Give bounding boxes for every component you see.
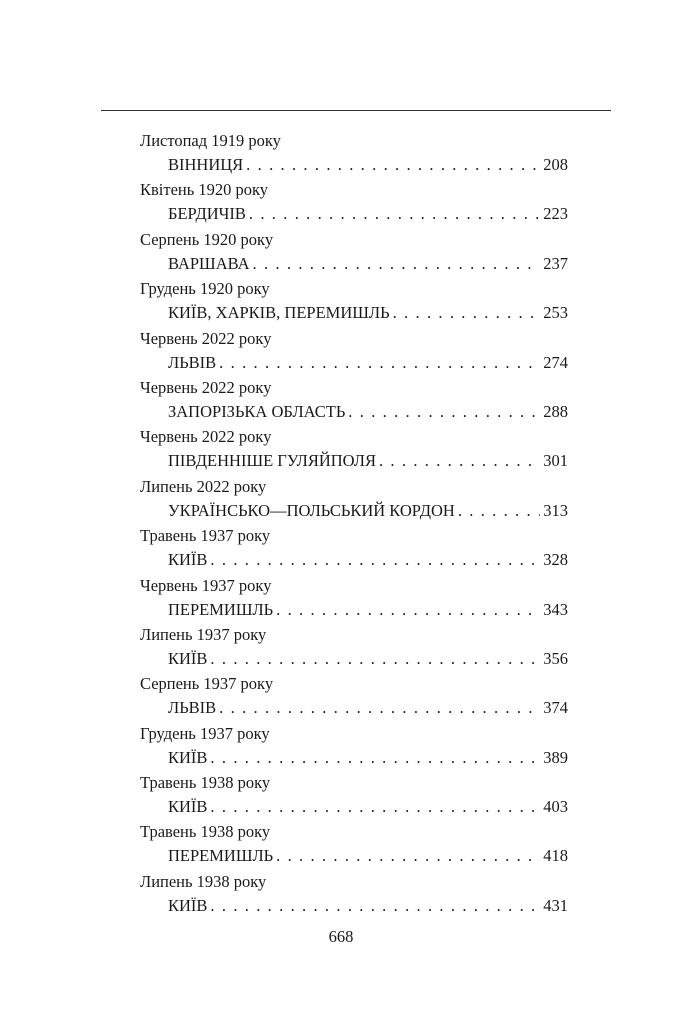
dot-leader <box>348 400 540 424</box>
toc-entry <box>140 277 568 326</box>
toc-entry-line[interactable] <box>168 499 568 523</box>
toc-entry-date: Грудень 1920 року <box>140 279 270 299</box>
toc-entry <box>140 475 568 524</box>
toc-entry <box>140 722 568 771</box>
toc-entry-page: 253 <box>543 303 568 323</box>
dot-leader <box>219 351 540 375</box>
toc-entry <box>140 524 568 573</box>
dot-leader <box>249 202 540 226</box>
table-of-contents <box>140 129 568 919</box>
toc-entry-page: 389 <box>543 747 568 767</box>
toc-entry-date: Липень 1937 року <box>140 624 267 644</box>
toc-entry-line[interactable] <box>168 153 568 177</box>
toc-entry-date: Серпень 1937 року <box>140 674 274 694</box>
toc-entry-place: УКРАЇНСЬКО—ПОЛЬСЬКИЙ КОРДОН <box>168 500 455 520</box>
toc-entry <box>140 574 568 623</box>
toc-entry <box>140 327 568 376</box>
toc-entry-page: 328 <box>543 550 568 570</box>
toc-entry <box>140 820 568 869</box>
header-rule <box>101 110 611 111</box>
toc-entry-line[interactable] <box>168 647 568 671</box>
toc-entry-page: 301 <box>543 451 568 471</box>
toc-entry-place: ПЕРЕМИШЛЬ <box>168 846 274 866</box>
toc-entry-page: 418 <box>543 846 568 866</box>
dot-leader <box>246 153 540 177</box>
toc-entry-date: Червень 2022 року <box>140 377 272 397</box>
toc-entry-page: 208 <box>543 155 568 174</box>
dot-leader <box>210 647 540 671</box>
toc-entry-page: 288 <box>543 401 568 421</box>
toc-entry-line[interactable] <box>168 449 568 473</box>
toc-entry-line[interactable] <box>168 795 568 819</box>
dot-leader <box>276 598 540 622</box>
toc-entry-place: КИЇВ <box>168 648 208 668</box>
toc-entry-place: БЕРДИЧІВ <box>168 204 246 224</box>
toc-entry-place: КИЇВ, ХАРКІВ, ПЕРЕМИШЛЬ <box>168 303 390 323</box>
dot-leader <box>210 795 540 819</box>
dot-leader <box>210 548 540 572</box>
dot-leader <box>276 844 540 868</box>
toc-entry-page: 237 <box>543 253 568 273</box>
toc-entry-date: Листопад 1919 року <box>140 131 281 150</box>
dot-leader <box>253 252 541 276</box>
toc-entry <box>140 870 568 919</box>
toc-entry-line[interactable] <box>168 696 568 720</box>
toc-entry-page: 223 <box>543 204 568 224</box>
toc-entry-line[interactable] <box>168 252 568 276</box>
toc-entry-date: Червень 1937 року <box>140 575 272 595</box>
toc-entry-line[interactable] <box>168 400 568 424</box>
toc-entry-date: Серпень 1920 року <box>140 229 274 249</box>
toc-entry <box>140 425 568 474</box>
toc-entry-date: Квітень 1920 року <box>140 180 269 200</box>
toc-entry <box>140 376 568 425</box>
toc-entry-date: Травень 1937 року <box>140 526 271 546</box>
toc-entry-date: Грудень 1937 року <box>140 723 270 743</box>
toc-entry <box>140 623 568 672</box>
toc-entry-place: ПЕРЕМИШЛЬ <box>168 599 274 619</box>
toc-entry-page: 356 <box>543 648 568 668</box>
dot-leader <box>458 499 540 523</box>
toc-entry-place: ЛЬВІВ <box>168 698 217 718</box>
toc-entry-place: КИЇВ <box>168 797 208 817</box>
toc-entry-place: ПІВДЕННІШЕ ГУЛЯЙПОЛЯ <box>168 451 376 471</box>
toc-entry-place: ЗАПОРІЗЬКА ОБЛАСТЬ <box>168 401 346 421</box>
dot-leader <box>210 894 540 918</box>
toc-entry-line[interactable] <box>168 202 568 226</box>
toc-entry-line[interactable] <box>168 351 568 375</box>
toc-entry-line[interactable] <box>168 598 568 622</box>
dot-leader <box>219 696 540 720</box>
toc-entry-page: 313 <box>543 500 568 520</box>
toc-entry-page: 343 <box>543 599 568 619</box>
toc-entry-place: ВІННИЦЯ <box>168 155 244 174</box>
toc-entry <box>140 771 568 820</box>
toc-entry-page: 374 <box>543 698 568 718</box>
toc-entry-place: КИЇВ <box>168 550 208 570</box>
toc-entry-place: КИЇВ <box>168 895 208 915</box>
toc-entry-line[interactable] <box>168 301 568 325</box>
toc-entry-page: 431 <box>543 895 568 915</box>
dot-leader <box>379 449 540 473</box>
dot-leader <box>210 746 540 770</box>
toc-entry <box>140 129 568 178</box>
toc-entry-place: ЛЬВІВ <box>168 352 217 372</box>
toc-entry-date: Липень 1938 року <box>140 871 267 891</box>
toc-entry-date: Травень 1938 року <box>140 822 271 842</box>
toc-entry-page: 274 <box>543 352 568 372</box>
toc-entry-place: КИЇВ <box>168 747 208 767</box>
toc-entry-line[interactable] <box>168 548 568 572</box>
dot-leader <box>393 301 541 325</box>
toc-entry-line[interactable] <box>168 844 568 868</box>
toc-entry-date: Травень 1938 року <box>140 773 271 793</box>
toc-entry-page: 403 <box>543 797 568 817</box>
page-number: 668 <box>328 927 354 946</box>
toc-entry-date: Липень 2022 року <box>140 476 267 496</box>
toc-entry <box>140 228 568 277</box>
toc-entry-place: ВАРШАВА <box>168 253 250 273</box>
toc-entry-line[interactable] <box>168 746 568 770</box>
toc-entry-date: Червень 2022 року <box>140 427 272 447</box>
toc-entry <box>140 178 568 227</box>
toc-entry <box>140 672 568 721</box>
toc-entry-date: Червень 2022 року <box>140 328 272 348</box>
toc-entry-line[interactable] <box>168 894 568 918</box>
